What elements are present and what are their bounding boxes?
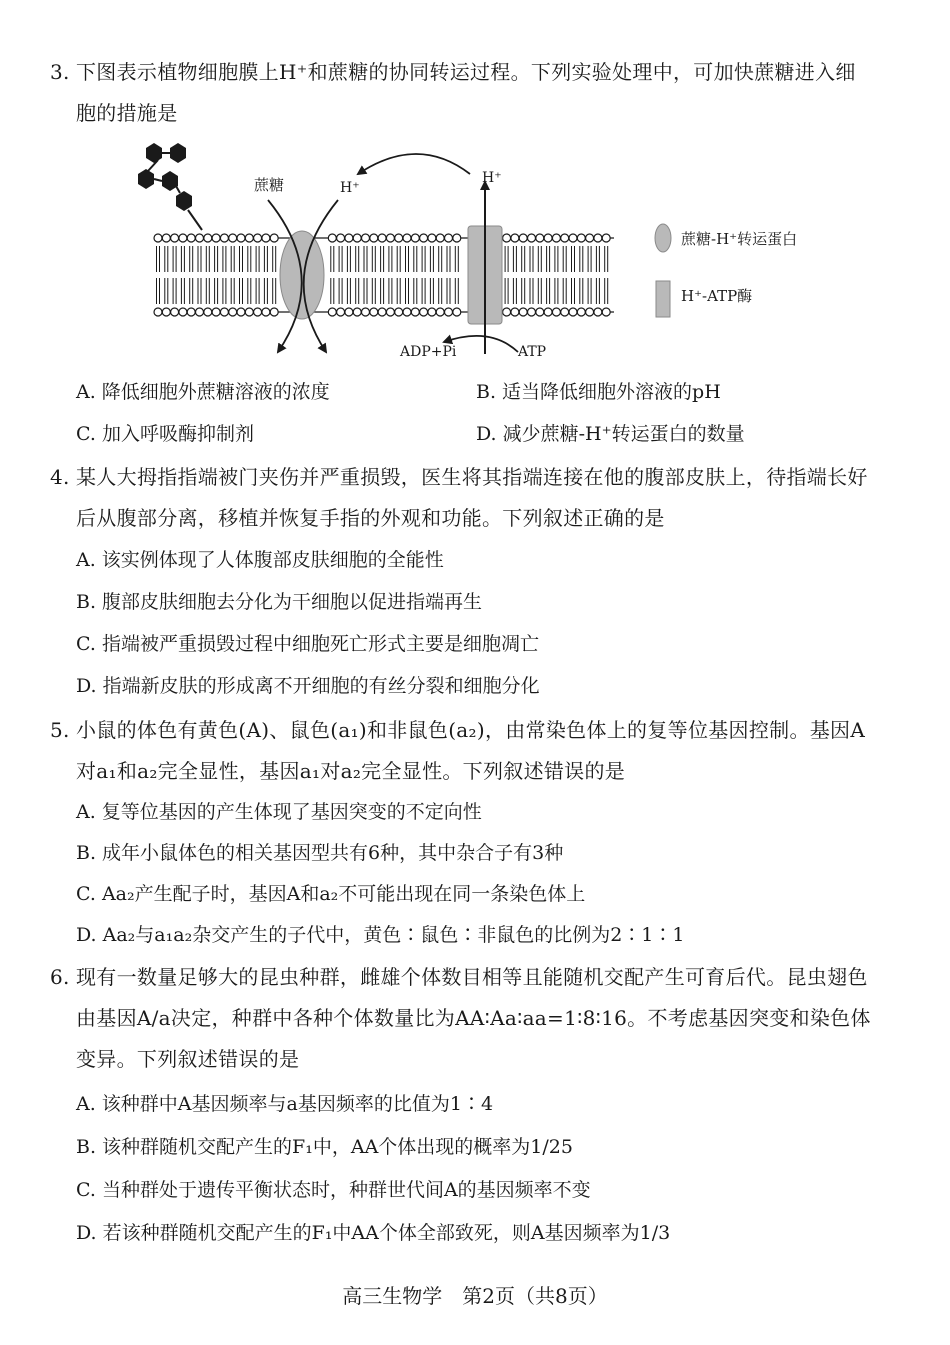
legend-atpase-label: H⁺-ATP酶	[681, 287, 753, 305]
phospholipid-head	[453, 308, 461, 316]
q4-option-c: C. 指端被严重损毁过程中细胞死亡形式主要是细胞凋亡	[76, 633, 539, 655]
phospholipid-head	[594, 308, 602, 316]
phospholipid-head	[386, 234, 394, 242]
phospholipid-head	[561, 308, 569, 316]
phospholipid-head	[229, 308, 237, 316]
q3-stem-line2: 胞的措施是	[76, 101, 178, 125]
phospholipid-head	[420, 234, 428, 242]
phospholipid-head	[528, 234, 536, 242]
phospholipid-head	[204, 308, 212, 316]
phospholipid-heads	[154, 234, 610, 316]
phospholipid-head	[220, 308, 228, 316]
q5-option-c: C. Aa₂产生配子时，基因A和a₂不可能出现在同一条染色体上	[76, 883, 586, 905]
phospholipid-head	[270, 308, 278, 316]
q3-option-a: A. 降低细胞外蔗糖溶液的浓度	[76, 381, 330, 403]
q6-option-b: B. 该种群随机交配产生的F₁中，AA个体出现的概率为1/25	[76, 1136, 573, 1158]
phospholipid-head	[196, 234, 204, 242]
legend-cotransporter-label: 蔗糖-H⁺转运蛋白	[681, 230, 798, 248]
phospholipid-head	[436, 308, 444, 316]
phospholipid-head	[237, 308, 245, 316]
phospholipid-head	[428, 308, 436, 316]
phospholipid-head	[453, 234, 461, 242]
phospholipid-head	[420, 308, 428, 316]
label-h-left: H⁺	[340, 180, 360, 196]
phospholipid-head	[577, 234, 585, 242]
phospholipid-head	[395, 234, 403, 242]
q6-option-d: D. 若该种群随机交配产生的F₁中AA个体全部致死，则A基因频率为1/3	[76, 1222, 671, 1244]
q3-option-c: C. 加入呼吸酶抑制剂	[76, 423, 254, 445]
sucrose-molecule-icon	[138, 143, 202, 230]
label-adp-pi: ADP+Pi	[400, 344, 457, 360]
phospholipid-head	[503, 234, 511, 242]
q6-stem-line3: 变异。下列叙述错误的是	[76, 1047, 300, 1071]
q4-number: 4.	[50, 465, 70, 489]
legend-cotransporter-icon	[655, 224, 671, 252]
phospholipid-head	[569, 234, 577, 242]
q3-option-d: D. 减少蔗糖-H⁺转运蛋白的数量	[476, 423, 745, 445]
page-footer: 高三生物学 第2页（共8页）	[342, 1284, 608, 1308]
phospholipid-head	[162, 308, 170, 316]
phospholipid-head	[179, 308, 187, 316]
phospholipid-head	[386, 308, 394, 316]
phospholipid-head	[544, 308, 552, 316]
q5-option-d: D. Aa₂与a₁a₂杂交产生的子代中，黄色∶鼠色∶非鼠色的比例为2∶1∶1	[76, 924, 685, 946]
q4-stem-line1: 某人大拇指指端被门夹伤并严重损毁，医生将其指端连接在他的腹部皮肤上，待指端长好	[76, 465, 868, 489]
q4-option-a: A. 该实例体现了人体腹部皮肤细胞的全能性	[76, 549, 444, 571]
phospholipid-head	[345, 308, 353, 316]
phospholipid-head	[519, 234, 527, 242]
phospholipid-head	[544, 234, 552, 242]
q6-stem-line2: 由基因A/a决定，种群中各种个体数量比为AA∶Aa∶aa=1∶8∶16。不考虑基因突变和染色体	[76, 1006, 871, 1030]
q4-option-d: D. 指端新皮肤的形成离不开细胞的有丝分裂和细胞分化	[76, 675, 540, 697]
q3-stem-line1: 下图表示植物细胞膜上H⁺和蔗糖的协同转运过程。下列实验处理中，可加快蔗糖进入细	[76, 60, 856, 84]
q6-stem-line1: 现有一数量足够大的昆虫种群，雌雄个体数目相等且能随机交配产生可育后代。昆虫翅色	[76, 965, 868, 989]
phospholipid-head	[403, 308, 411, 316]
phospholipid-head	[445, 234, 453, 242]
phospholipid-head	[270, 234, 278, 242]
phospholipid-head	[403, 234, 411, 242]
q6-number: 6.	[50, 965, 70, 989]
phospholipid-head	[171, 234, 179, 242]
q5-option-a: A. 复等位基因的产生体现了基因突变的不定向性	[76, 801, 482, 823]
phospholipid-head	[220, 234, 228, 242]
phospholipid-head	[569, 308, 577, 316]
phospholipid-head	[594, 234, 602, 242]
phospholipid-head	[511, 308, 519, 316]
phospholipid-head	[353, 308, 361, 316]
q4-stem-line2: 后从腹部分离，移植并恢复手指的外观和功能。下列叙述正确的是	[76, 506, 665, 530]
phospholipid-head	[179, 234, 187, 242]
phospholipid-head	[237, 234, 245, 242]
phospholipid-head	[262, 308, 270, 316]
phospholipid-head	[528, 308, 536, 316]
q3-number: 3.	[50, 60, 70, 84]
phospholipid-head	[245, 308, 253, 316]
phospholipid-head	[254, 234, 262, 242]
phospholipid-head	[171, 308, 179, 316]
phospholipid-head	[511, 234, 519, 242]
phospholipid-head	[154, 234, 162, 242]
phospholipid-head	[362, 308, 370, 316]
phospholipid-head	[395, 308, 403, 316]
label-atp: ATP	[518, 344, 547, 360]
phospholipid-head	[586, 234, 594, 242]
phospholipid-head	[353, 234, 361, 242]
q6-option-a: A. 该种群中A基因频率与a基因频率的比值为1∶4	[76, 1093, 494, 1115]
phospholipid-head	[552, 308, 560, 316]
phospholipid-head	[162, 234, 170, 242]
label-sucrose: 蔗糖	[254, 176, 285, 194]
phospholipid-head	[229, 234, 237, 242]
phospholipid-head	[577, 308, 585, 316]
phospholipid-head	[411, 234, 419, 242]
phospholipid-head	[436, 234, 444, 242]
phospholipid-head	[411, 308, 419, 316]
phospholipid-head	[602, 234, 610, 242]
phospholipid-head	[212, 234, 220, 242]
phospholipid-head	[212, 308, 220, 316]
legend-atpase-icon	[656, 281, 670, 317]
phospholipid-head	[187, 308, 195, 316]
phospholipid-head	[154, 308, 162, 316]
q5-option-b: B. 成年小鼠体色的相关基因型共有6种，其中杂合子有3种	[76, 842, 564, 864]
q5-stem-line1: 小鼠的体色有黄色(A)、鼠色(a₁)和非鼠色(a₂)，由常染色体上的复等位基因控制。基因A	[76, 718, 866, 742]
phospholipid-head	[552, 234, 560, 242]
phospholipid-head	[337, 234, 345, 242]
phospholipid-head	[586, 308, 594, 316]
q3-option-b: B. 适当降低细胞外溶液的pH	[476, 381, 721, 403]
phospholipid-head	[378, 234, 386, 242]
phospholipid-head	[187, 234, 195, 242]
phospholipid-head	[370, 308, 378, 316]
phospholipid-head	[345, 234, 353, 242]
phospholipid-head	[602, 308, 610, 316]
q6-option-c: C. 当种群处于遗传平衡状态时，种群世代间A的基因频率不变	[76, 1179, 591, 1201]
label-h-right: H⁺	[482, 170, 502, 186]
h-return-arrow	[358, 154, 470, 174]
phospholipid-head	[204, 234, 212, 242]
phospholipid-head	[328, 234, 336, 242]
phospholipid-head	[519, 308, 527, 316]
phospholipid-head	[428, 234, 436, 242]
phospholipid-head	[503, 308, 511, 316]
phospholipid-head	[262, 234, 270, 242]
phospholipid-head	[370, 234, 378, 242]
q5-number: 5.	[50, 718, 70, 742]
phospholipid-head	[254, 308, 262, 316]
phospholipid-head	[362, 234, 370, 242]
phospholipid-head	[561, 234, 569, 242]
q4-option-b: B. 腹部皮肤细胞去分化为干细胞以促进指端再生	[76, 591, 483, 613]
membrane-transport-diagram	[118, 138, 838, 370]
phospholipid-head	[378, 308, 386, 316]
phospholipid-head	[337, 308, 345, 316]
phospholipid-head	[196, 308, 204, 316]
phospholipid-head	[245, 234, 253, 242]
phospholipid-head	[536, 308, 544, 316]
phospholipid-head	[445, 308, 453, 316]
phospholipid-head	[536, 234, 544, 242]
q5-stem-line2: 对a₁和a₂完全显性，基因a₁对a₂完全显性。下列叙述错误的是	[76, 759, 626, 783]
phospholipid-head	[328, 308, 336, 316]
